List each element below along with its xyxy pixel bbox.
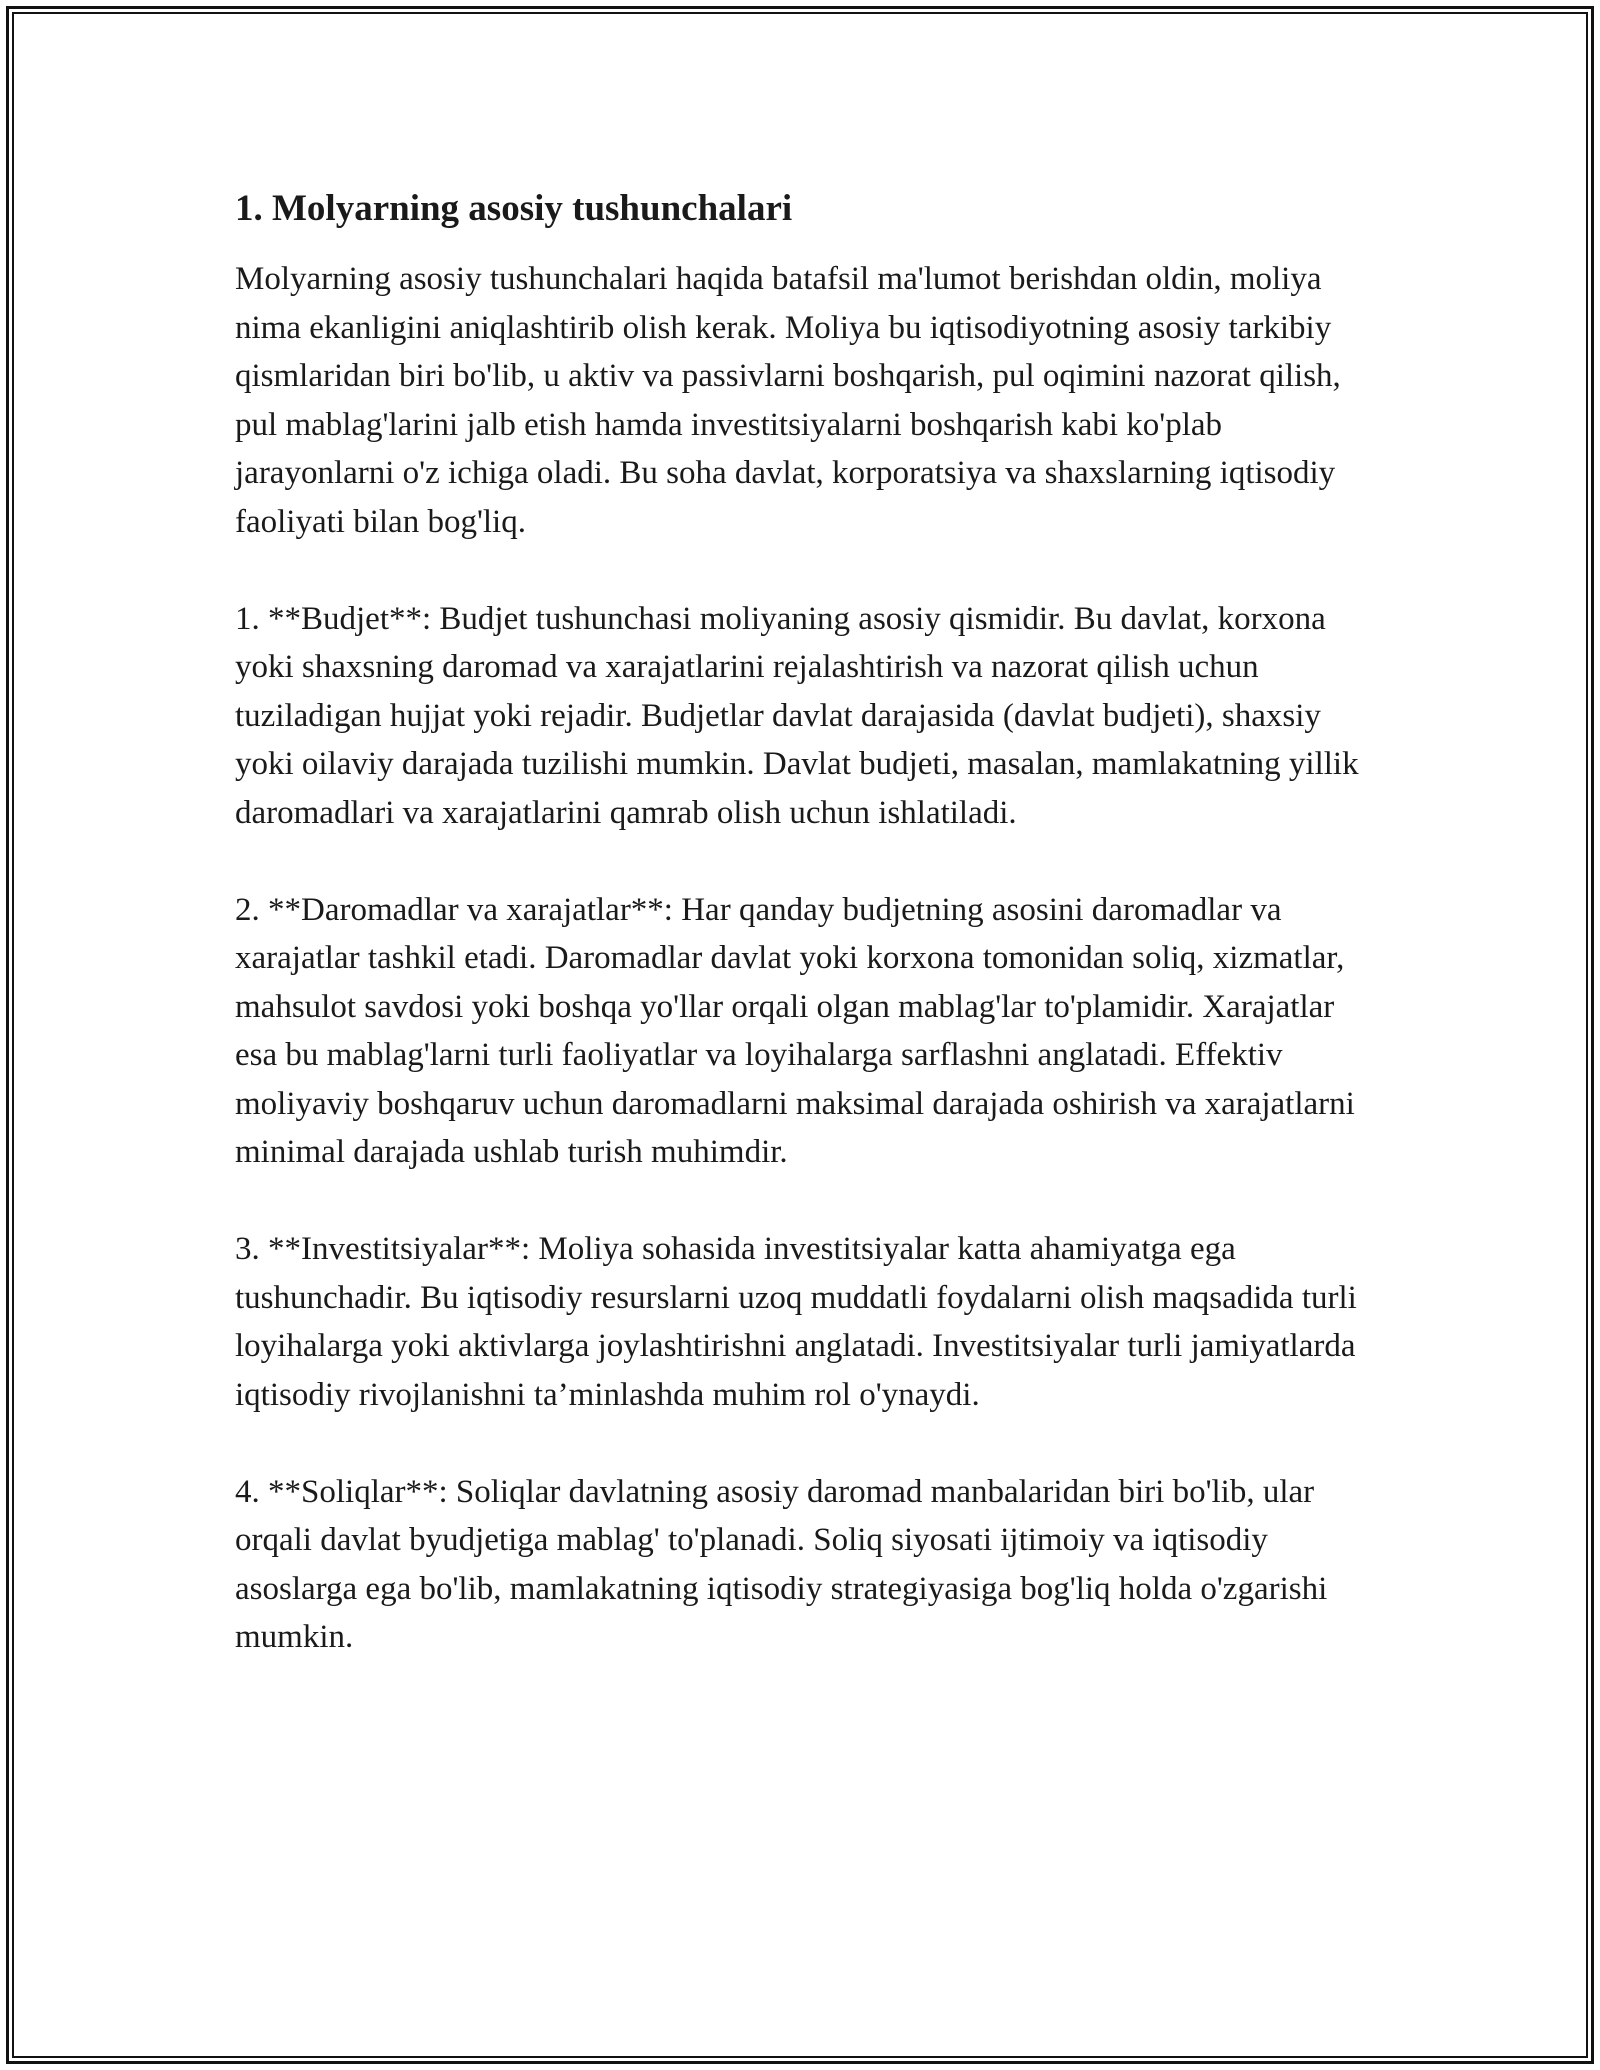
budjet-paragraph: 1. **Budjet**: Budjet tushunchasi moliyaning asosiy qismidir. Bu davlat, korxona yoki shaxsning daromad va xarajatlarini rejalashtirish va nazorat qilish uchun tuziladigan hujjat yoki rejadir. Budjetlar davlat darajasida (davlat budjeti), shaxsiy yoki oilaviy darajada tuzilishi mumkin. Davlat budjeti, masalan, mamlakatning yillik daromadlari va xarajatlarini qamrab olish uchun ishlatiladi. (235, 600, 1359, 831)
intro-paragraph: Molyarning asosiy tushunchalari haqida batafsil ma'lumot berishdan oldin, moliya nima ekanligini aniqlashtirib olish kerak. Moliya bu iqtisodiyotning asosiy tarkibiy qismlaridan biri bo'lib, u aktiv va passivlarni boshqarish, pul oqimini nazorat qilish, pul mablag'larini jalb etish hamda investitsiyalarni boshqarish kabi ko'plab jarayonlarni o'z ichiga oladi. Bu soha davlat, korporatsiya va shaxslarning iqtisodiy faoliyati bilan bog'liq. (235, 261, 1341, 540)
investitsiyalar-paragraph: 3. **Investitsiyalar**: Moliya sohasida investitsiyalar katta ahamiyatga ega tushunchadir. Bu iqtisodiy resurslarni uzoq muddatli foydalarni olish maqsadida turli loyihalarga yoki aktivlarga joylashtirishni anglatadi. Investitsiyalar turli jamiyatlarda iqtisodiy rivojlanishni ta’minlashda muhim rol o'ynaydi. (235, 1231, 1357, 1413)
soliqlar-paragraph: 4. **Soliqlar**: Soliqlar davlatning asosiy daromad manbalaridan biri bo'lib, ular orqali davlat byudjetiga mablag' to'planadi. Soliq siyosati ijtimoiy va iqtisodiy asoslarga ega bo'lib, mamlakatning iqtisodiy strategiyasiga bog'liq holda o'zgarishi mumkin. (235, 1473, 1328, 1655)
daromadlar-paragraph: 2. **Daromadlar va xarajatlar**: Har qanday budjetning asosini daromadlar va xarajatlar tashkil etadi. Daromadlar davlat yoki korxona tomonidan soliq, xizmatlar, mahsulot savdosi yoki boshqa yo'llar orqali olgan mablag'lar to'plamidir. Xarajatlar esa bu mablag'larni turli faoliyatlar va loyihalarga sarflashni anglatadi. Effektiv moliyaviy boshqaruv uchun daromadlarni maksimal darajada oshirish va xarajatlarni minimal darajada ushlab turish muhimdir. (235, 891, 1355, 1170)
page-title: 1. Molyarning asosiy tushunchalari (235, 188, 793, 229)
document-body (235, 185, 1365, 1662)
